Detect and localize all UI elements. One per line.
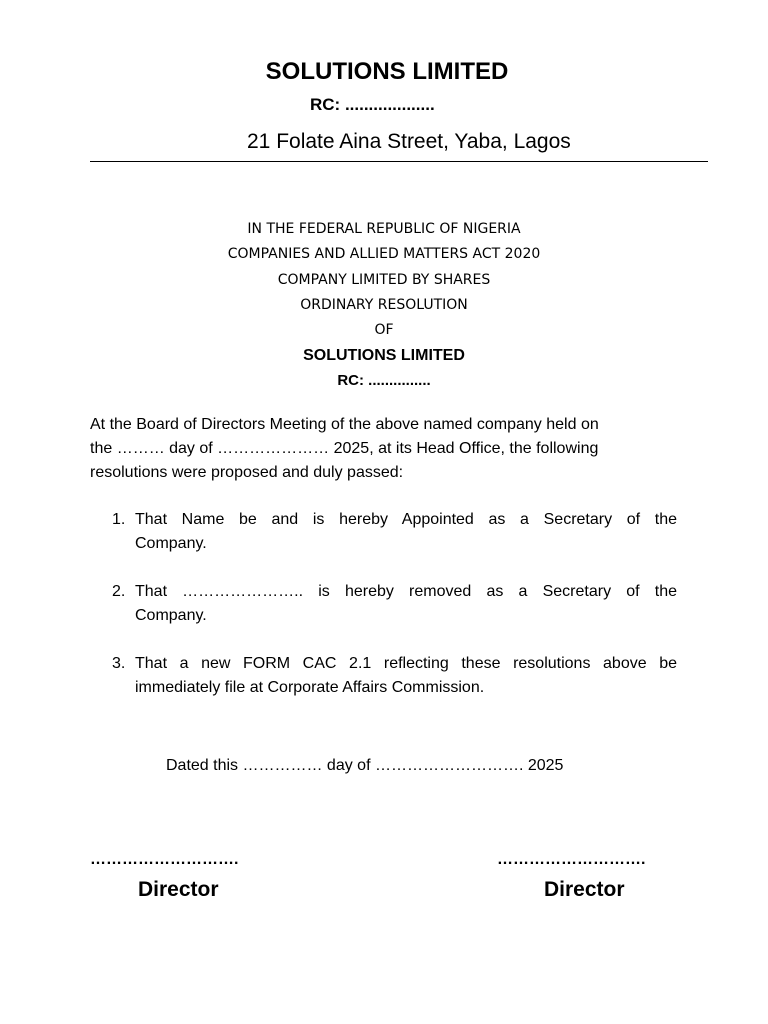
resolution-text: That a new FORM CAC 2.1 reflecting these resolutions above be (135, 655, 677, 672)
company-address: 21 Folate Aina Street, Yaba, Lagos (247, 130, 571, 153)
heading-line: COMPANIES AND ALLIED MATTERS ACT 2020 (227, 246, 541, 263)
dated-line: Dated this …………… day of ………………………. 2025 (166, 757, 564, 774)
resolution-text: Company. (135, 607, 207, 624)
company-title: SOLUTIONS LIMITED (265, 58, 509, 85)
resolution-number: 2. (112, 583, 126, 600)
resolution-text: Company. (135, 535, 207, 552)
heading-line: ORDINARY RESOLUTION (300, 296, 468, 313)
resolution-number: 3. (112, 655, 126, 672)
signature-line-left: ………………………. (90, 851, 239, 868)
resolution-text: immediately file at Corporate Affairs Commission. (135, 679, 485, 696)
intro-line: resolutions were proposed and duly passed: (90, 464, 404, 481)
intro-line: the ……… day of ………………… 2025, at its Head Office, the following (90, 440, 599, 457)
header-divider (90, 161, 708, 162)
signature-title-right: Director (544, 878, 625, 901)
signature-line-right: ………………………. (497, 851, 646, 868)
resolution-number: 1. (112, 511, 126, 528)
intro-line: At the Board of Directors Meeting of the above named company held on (90, 416, 599, 433)
intro-paragraph (90, 413, 690, 485)
heading-line: OF (374, 322, 394, 339)
signature-title-left: Director (138, 878, 219, 901)
resolution-text: That ………………….. is hereby removed as a Secretary of the (135, 583, 677, 600)
resolution-text: That Name be and is hereby Appointed as a Secretary of the (135, 511, 677, 528)
heading-line: IN THE FEDERAL REPUBLIC OF NIGERIA (247, 221, 521, 237)
heading-company-name: SOLUTIONS LIMITED (303, 347, 465, 365)
rc-number: RC: ................... (310, 95, 435, 114)
heading-line: COMPANY LIMITED BY SHARES (277, 271, 491, 288)
resolution-heading (0, 217, 768, 393)
heading-rc-number: RC: ............... (337, 372, 431, 390)
